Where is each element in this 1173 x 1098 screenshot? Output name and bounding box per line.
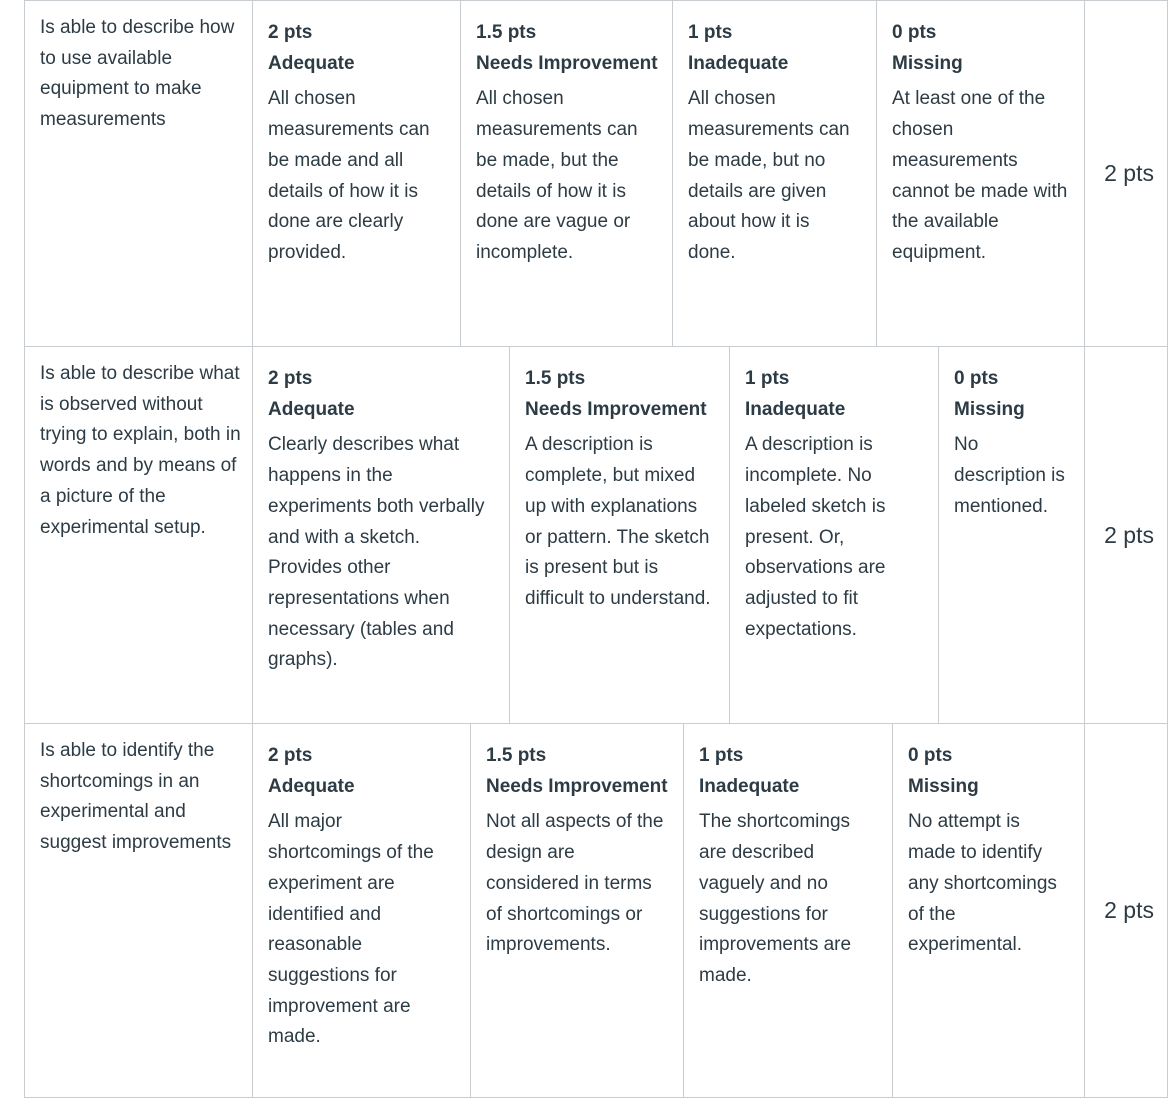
rating-description: All chosen measurements can be made, but the details of how it is done are vague or incomplete.: [476, 88, 638, 263]
ratings-group: [253, 347, 1085, 723]
rating-cell[interactable]: [684, 724, 893, 1097]
rating-title: Needs Improvement: [486, 775, 668, 797]
rating-title: Missing: [908, 775, 979, 797]
rating-title: Needs Improvement: [525, 398, 707, 420]
rating-points: 0 pts: [954, 368, 999, 389]
rating-cell[interactable]: [253, 347, 510, 723]
ratings-group: [253, 1, 1085, 346]
rating-title: Adequate: [268, 775, 355, 797]
rating-description: Clearly describes what happens in the experiments both verbally and with a sketch. Provides other representations when necessary (tables and graphs).: [268, 434, 485, 671]
rating-cell[interactable]: [673, 1, 877, 346]
criterion-description: Is able to identify the shortcomings in an experimental and suggest improvements: [25, 724, 253, 1097]
rating-cell[interactable]: [893, 724, 1085, 1097]
rating-points: 1 pts: [688, 22, 733, 43]
rubric-row: [24, 1, 1168, 347]
rating-cell[interactable]: [877, 1, 1085, 346]
rating-title: Missing: [892, 52, 963, 74]
ratings-group: [253, 724, 1085, 1097]
criterion-points: 2 pts: [1104, 897, 1154, 923]
rating-description: No attempt is made to identify any shortcomings of the experimental.: [908, 811, 1057, 956]
rating-description: A description is incomplete. No labeled sketch is present. Or, observations are adjusted to fit expectations.: [745, 434, 886, 640]
rating-description: All chosen measurements can be made and all details of how it is done are clearly provided.: [268, 88, 430, 263]
rating-cell[interactable]: [253, 724, 471, 1097]
rubric-table: [24, 0, 1168, 1098]
rating-points: 1.5 pts: [486, 745, 547, 766]
rating-points: 1 pts: [745, 368, 790, 389]
rating-description: A description is complete, but mixed up with explanations or pattern. The sketch is present but is difficult to understand.: [525, 434, 711, 609]
rating-cell[interactable]: [939, 347, 1085, 723]
criterion-description: Is able to describe what is observed without trying to explain, both in words and by means of a picture of the experimental setup.: [25, 347, 253, 723]
rating-title: Adequate: [268, 398, 355, 420]
criterion-points: 2 pts: [1104, 521, 1154, 548]
rating-title: Inadequate: [688, 52, 789, 74]
rating-title: Adequate: [268, 52, 355, 74]
rubric-row: [24, 347, 1168, 724]
rating-cell[interactable]: [471, 724, 684, 1097]
rubric-row: [24, 724, 1168, 1098]
rating-description: Not all aspects of the design are considered in terms of shortcomings or improvements.: [486, 811, 664, 956]
rating-description: All major shortcomings of the experiment are identified and reasonable suggestions for improvement are made.: [268, 811, 434, 1048]
rating-title: Missing: [954, 398, 1025, 420]
rating-title: Inadequate: [745, 398, 846, 420]
rating-title: Inadequate: [699, 775, 800, 797]
rating-points: 2 pts: [268, 745, 313, 766]
rating-description: At least one of the chosen measurements cannot be made with the available equipment.: [892, 88, 1068, 263]
rating-points: 1.5 pts: [476, 22, 537, 43]
rating-cell[interactable]: [730, 347, 939, 723]
rating-description: The shortcomings are described vaguely and no suggestions for improvements are made.: [699, 811, 852, 986]
rating-points: 1.5 pts: [525, 368, 586, 389]
rating-points: 2 pts: [268, 22, 313, 43]
rating-points: 1 pts: [699, 745, 744, 766]
rating-cell[interactable]: [253, 1, 461, 346]
rating-points: 0 pts: [892, 22, 937, 43]
rating-description: All chosen measurements can be made, but no details are given about how it is done.: [688, 88, 850, 263]
criterion-points: 2 pts: [1104, 160, 1154, 186]
rating-points: 2 pts: [268, 368, 313, 389]
rating-points: 0 pts: [908, 745, 953, 766]
criterion-description: Is able to describe how to use available equipment to make measurements: [25, 1, 253, 346]
rating-title: Needs Improvement: [476, 52, 658, 74]
rating-cell[interactable]: [461, 1, 673, 346]
rating-cell[interactable]: [510, 347, 730, 723]
rating-description: No description is mentioned.: [954, 434, 1065, 517]
